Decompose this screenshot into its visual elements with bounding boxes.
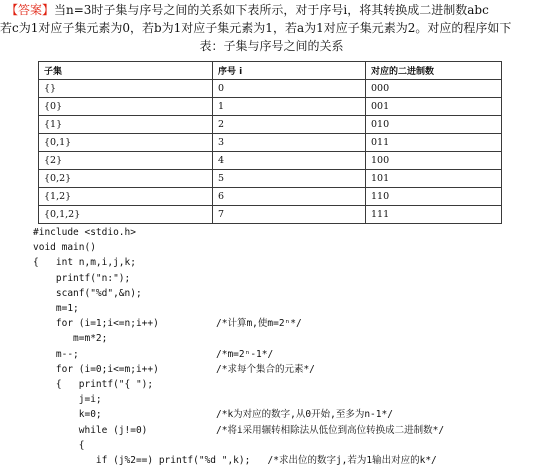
table-row bbox=[39, 134, 502, 152]
intro-line-1-text: 当n=3时子集与序号之间的关系如下表所示，对于序号i，将其转换成二进制数abc bbox=[54, 3, 489, 17]
cell-binary: 010 bbox=[366, 116, 502, 134]
cell-index: 7 bbox=[213, 206, 366, 224]
code-line: if (j%2==) printf("%d ",k); /*求出位的数字j,若为1输出对应的k*/ bbox=[33, 455, 437, 466]
code-line: { int n,m,i,j,k; bbox=[33, 257, 136, 269]
cell-subset: {2} bbox=[39, 152, 213, 170]
table-row bbox=[39, 188, 502, 206]
cell-subset: {0,1,2} bbox=[39, 206, 213, 224]
cell-subset: {0,1} bbox=[39, 134, 213, 152]
cell-index: 3 bbox=[213, 134, 366, 152]
cell-index: 6 bbox=[213, 188, 366, 206]
subset-table bbox=[38, 61, 502, 224]
table-row bbox=[39, 116, 502, 134]
cell-subset: {0,2} bbox=[39, 170, 213, 188]
code-line: m=m*2; bbox=[33, 333, 108, 345]
code-line: printf("n:"); bbox=[33, 272, 131, 284]
cell-binary: 110 bbox=[366, 188, 502, 206]
cell-index: 5 bbox=[213, 170, 366, 188]
answer-tag: 【答案】 bbox=[6, 3, 55, 17]
table-body bbox=[39, 80, 502, 224]
cell-subset: {1,2} bbox=[39, 188, 213, 206]
table-caption: 表：子集与序号之间的关系 bbox=[199, 39, 344, 53]
cell-binary: 000 bbox=[366, 80, 502, 98]
code-line: #include <stdio.h> bbox=[33, 227, 136, 238]
table-row bbox=[39, 170, 502, 188]
cell-index: 4 bbox=[213, 152, 366, 170]
table-header-row bbox=[39, 62, 502, 80]
header-index: 序号 i bbox=[213, 62, 366, 80]
code-line: for (i=0;i<=m;i++) /*求每个集合的元素*/ bbox=[33, 363, 315, 375]
cell-subset: {1} bbox=[39, 116, 213, 134]
header-subset: 子集 bbox=[39, 62, 213, 80]
code-line: m--; /*m=2ⁿ-1*/ bbox=[33, 348, 274, 360]
code-line: { bbox=[33, 439, 85, 451]
code-line: k=0; /*k为对应的数字,从0开始,至多为n-1*/ bbox=[33, 409, 393, 421]
code-line: m=1; bbox=[33, 303, 79, 314]
cell-binary: 111 bbox=[366, 206, 502, 224]
table-row bbox=[39, 152, 502, 170]
code-line: while (j!=0) /*将i采用辗转相除法从低位到高位转换成二进制数*/ bbox=[33, 424, 445, 436]
cell-binary: 100 bbox=[366, 152, 502, 170]
code-line: scanf("%d",&n); bbox=[33, 287, 142, 299]
code-line: j=i; bbox=[33, 394, 102, 406]
cell-binary: 011 bbox=[366, 134, 502, 152]
table-row bbox=[39, 98, 502, 116]
cell-binary: 101 bbox=[366, 170, 502, 188]
table-row bbox=[39, 80, 502, 98]
intro-line-1 bbox=[6, 4, 489, 16]
header-binary: 对应的二进制数 bbox=[366, 62, 502, 80]
cell-binary: 001 bbox=[366, 98, 502, 116]
cell-subset: {0} bbox=[39, 98, 213, 116]
table-row bbox=[39, 206, 502, 224]
cell-index: 0 bbox=[213, 80, 366, 98]
code-line: for (i=1;i<=n;i++) /*计算m,使m=2ⁿ*/ bbox=[33, 318, 302, 330]
code-line: void main() bbox=[33, 242, 96, 254]
cell-index: 2 bbox=[213, 116, 366, 134]
cell-index: 1 bbox=[213, 98, 366, 116]
code-line: { printf("{ "); bbox=[33, 379, 154, 390]
intro-line-2: 若c为1对应子集元素为0，若b为1对应子集元素为1，若a为1对应子集元素为2。对应的程序如下 bbox=[0, 21, 512, 35]
cell-subset: {} bbox=[39, 80, 213, 98]
